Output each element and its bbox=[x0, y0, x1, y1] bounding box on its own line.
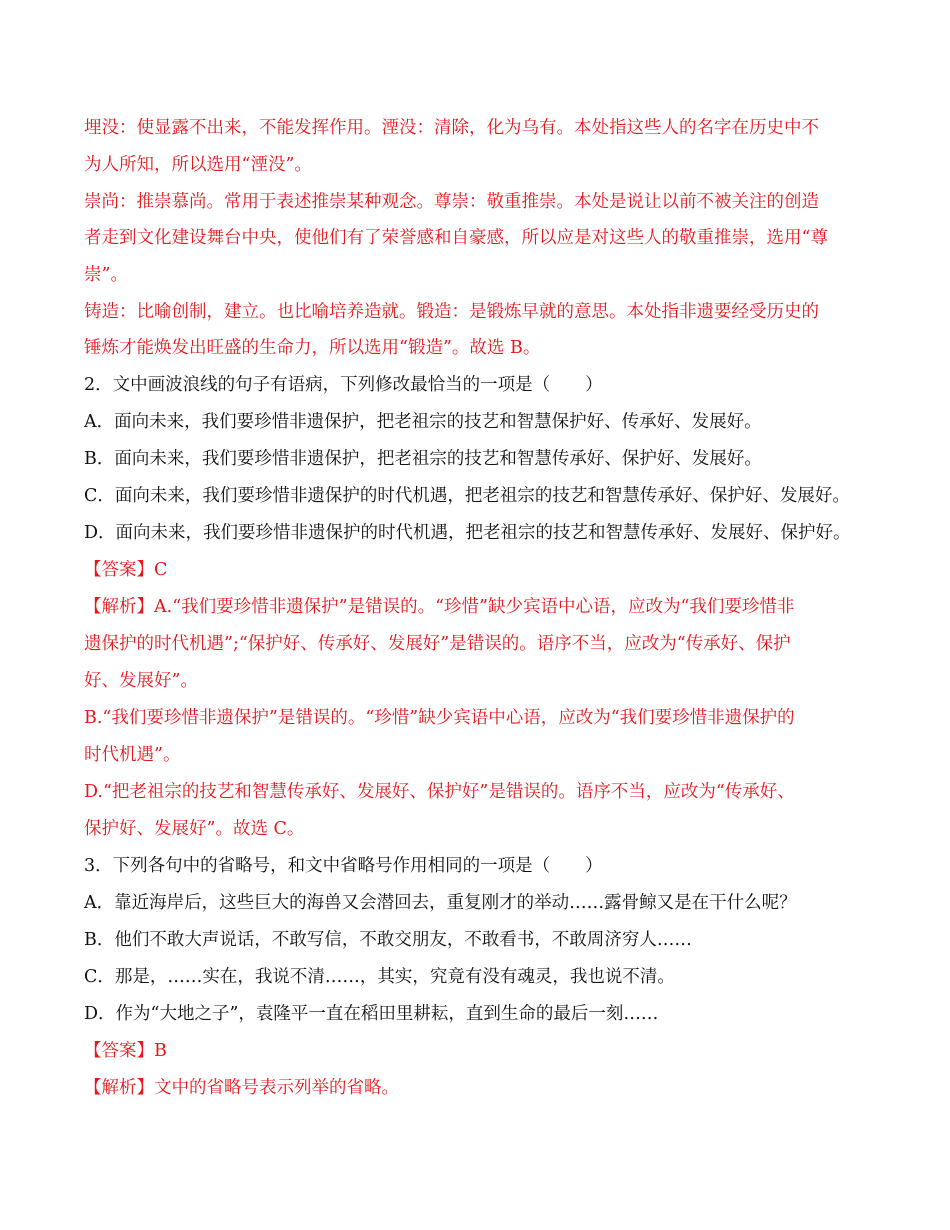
question-2-explanation-line-1 bbox=[84, 595, 794, 619]
explanation-line-2: 为人所知，所以选用“湮没”。 bbox=[84, 155, 312, 175]
question-3-option-b: B．他们不敢大声说话，不敢写信，不敢交朋友，不敢看书，不敢周济穷人…… bbox=[84, 930, 692, 950]
answer-value: C bbox=[154, 560, 168, 580]
question-3-option-d: D．作为“大地之子”，袁隆平一直在稻田里耕耘，直到生命的最后一刻…… bbox=[84, 1004, 659, 1024]
explanation-line-7: 锤炼才能焕发出旺盛的生命力，所以选用“锻造”。故选 B。 bbox=[84, 338, 541, 358]
question-3-option-c: C．那是，……实在，我说不清……，其实，究竟有没有魂灵，我也说不清。 bbox=[84, 967, 675, 987]
question-2-option-a: A．面向未来，我们要珍惜非遗保护，把老祖宗的技艺和智慧保护好、传承好、发展好。 bbox=[84, 412, 762, 432]
question-3-answer bbox=[84, 1039, 167, 1063]
explanation-line-5: 崇”。 bbox=[84, 265, 128, 285]
question-2-explanation-line-7: 保护好、发展好”。故选 C。 bbox=[84, 819, 305, 839]
question-3-explanation-line-1 bbox=[84, 1076, 399, 1100]
explanation-label: 【解析】 bbox=[84, 1078, 154, 1098]
answer-value: B bbox=[154, 1041, 167, 1061]
question-2-explanation-line-2: 遗保护的时代机遇”;“保护好、传承好、发展好”是错误的。语序不当，应改为“传承好、保护 bbox=[84, 634, 791, 654]
explanation-line-3: 崇尚：推崇慕尚。常用于表述推崇某种观念。尊崇：敬重推崇。本处是说让以前不被关注的创造 bbox=[84, 192, 819, 212]
question-2-explanation-line-6: D.“把老祖宗的技艺和智慧传承好、发展好、保护好”是错误的。语序不当，应改为“传承好、 bbox=[84, 782, 795, 802]
explanation-line-6: 铸造：比喻创制，建立。也比喻培养造就。锻造：是锻炼早就的意思。本处指非遗要经受历史的 bbox=[84, 302, 819, 322]
question-3-stem: 3．下列各句中的省略号，和文中省略号作用相同的一项是（ ） bbox=[84, 856, 603, 876]
question-2-option-d: D．面向未来，我们要珍惜非遗保护的时代机遇，把老祖宗的技艺和智慧传承好、发展好、保护好。 bbox=[84, 523, 851, 543]
explanation-label: 【解析】 bbox=[84, 597, 154, 617]
answer-label: 【答案】 bbox=[84, 560, 154, 580]
question-2-explanation-line-5: 时代机遇”。 bbox=[84, 745, 181, 765]
question-3-option-a: A．靠近海岸后，这些巨大的海兽又会潜回去，重复刚才的举动……露骨鲸又是在干什么呢？ bbox=[84, 893, 797, 913]
answer-label: 【答案】 bbox=[84, 1041, 154, 1061]
explanation-line-4: 者走到文化建设舞台中央，使他们有了荣誉感和自豪感，所以应是对这些人的敬重推崇，选用“尊 bbox=[84, 228, 828, 248]
question-2-option-c: C．面向未来，我们要珍惜非遗保护的时代机遇，把老祖宗的技艺和智慧传承好、保护好、发展好。 bbox=[84, 486, 850, 506]
question-2-option-b: B．面向未来，我们要珍惜非遗保护，把老祖宗的技艺和智慧传承好、保护好、发展好。 bbox=[84, 449, 762, 469]
explanation-line-1: 埋没：使显露不出来，不能发挥作用。湮没：清除，化为乌有。本处指这些人的名字在历史中不 bbox=[84, 118, 819, 138]
question-2-answer bbox=[84, 558, 167, 582]
question-2-explanation-line-3: 好、发展好”。 bbox=[84, 671, 198, 691]
question-2-explanation-line-4: B.“我们要珍惜非遗保护”是错误的。“珍惜”缺少宾语中心语，应改为“我们要珍惜非遗保护的 bbox=[84, 708, 795, 728]
explanation-text: 文中的省略号表示列举的省略。 bbox=[154, 1078, 399, 1098]
explanation-text: A.“我们要珍惜非遗保护”是错误的。“珍惜”缺少宾语中心语，应改为“我们要珍惜非 bbox=[154, 597, 795, 617]
question-2-stem: 2．文中画波浪线的句子有语病，下列修改最恰当的一项是（ ） bbox=[84, 375, 603, 395]
